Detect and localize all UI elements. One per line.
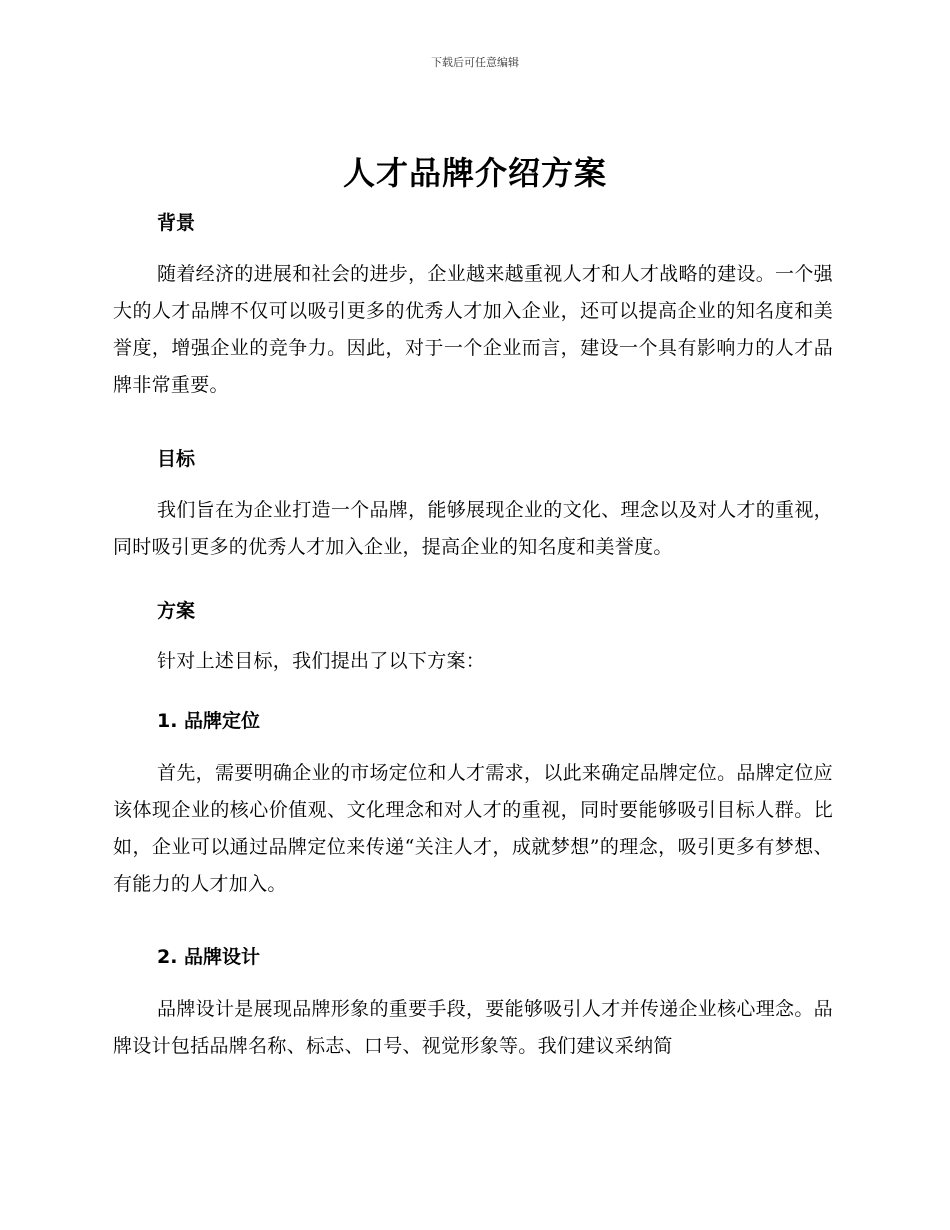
paragraph-background: 随着经济的进展和社会的进步，企业越来越重视人才和人才战略的建设。一个强大的人才品牌不仅可以吸引更多的优秀人才加入企业，还可以提高企业的知名度和美誉度，增强企业的竞争力。因此，对于一个企业而言，建设一个具有影响力的人才品牌非常重要。 bbox=[113, 263, 833, 396]
heading-brand-positioning: 1. 品牌定位 bbox=[157, 710, 261, 732]
header-note: 下载后可任意编辑 bbox=[431, 56, 519, 69]
paragraph-brand-positioning: 首先，需要明确企业的市场定位和人才需求，以此来确定品牌定位。品牌定位应该体现企业的核心价值观、文化理念和对人才的重视，同时要能够吸引目标人群。比如，企业可以通过品牌定位来传递“关注人才，成就梦想”的理念，吸引更多有梦想、有能力的人才加入。 bbox=[113, 762, 833, 895]
heading-background: 背景 bbox=[157, 212, 196, 234]
heading-brand-design: 2. 品牌设计 bbox=[157, 946, 261, 968]
document-title: 人才品牌介绍方案 bbox=[342, 154, 607, 192]
paragraph-plan-intro: 针对上述目标，我们提出了以下方案： bbox=[157, 650, 486, 672]
heading-goal: 目标 bbox=[157, 448, 196, 470]
heading-plan: 方案 bbox=[157, 600, 196, 622]
paragraph-goal: 我们旨在为企业打造一个品牌，能够展现企业的文化、理念以及对人才的重视，同时吸引更多的优秀人才加入企业，提高企业的知名度和美誉度。 bbox=[113, 499, 833, 558]
paragraph-brand-design: 品牌设计是展现品牌形象的重要手段，要能够吸引人才并传递企业核心理念。品牌设计包括品牌名称、标志、口号、视觉形象等。我们建议采纳简 bbox=[113, 998, 833, 1057]
